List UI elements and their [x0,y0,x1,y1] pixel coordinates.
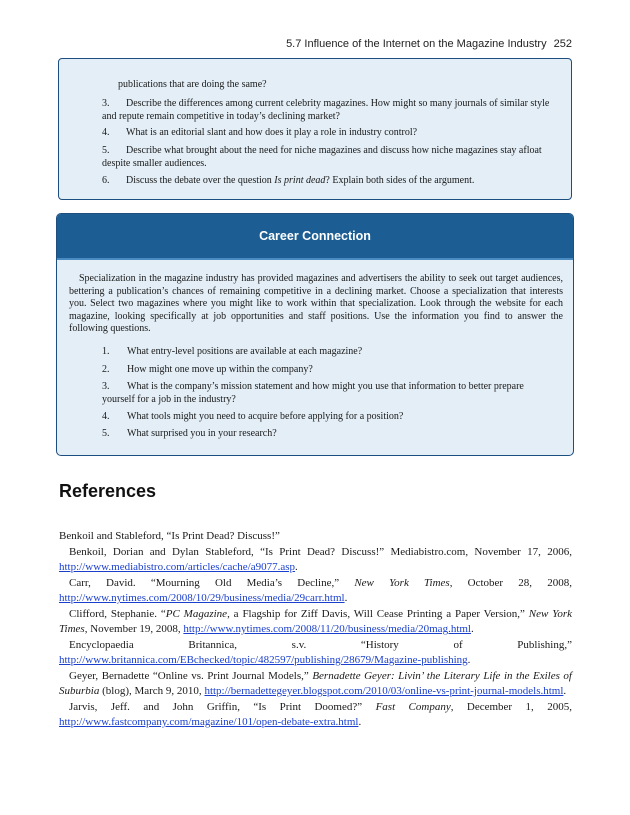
career-question: 4. What tools might you need to acquire before applying for a position? [102,411,404,422]
reference-link[interactable]: http://www.nytimes.com/2008/11/20/business/media/20mag.html [183,623,471,635]
page-number: 252 [553,38,572,50]
exercise-item: 3. Describe the differences among current celebrity magazines. How might so many journals of similar style and repute remain competitive in today’s declining market? [102,98,550,122]
career-intro: Specialization in the magazine industry has provided magazines and advertisers the ability to seek out target audiences, bettering a publication’s chances of remaining competitive in a declining market. Choose a specialization that interests you. Select two magazines where you might like to work within that specialization. Look through the website for each magazine, looking specifically at job opportunities and staff positions. Use the information you find to answer the following questions. [69,273,563,334]
career-connection-title: Career Connection [57,214,573,260]
references-list [59,529,572,731]
reference-link[interactable]: http://www.fastcompany.com/magazine/101/open-debate-extra.html [59,716,359,728]
reference-entry: Clifford, Stephanie. “PC Magazine, a Flagship for Ziff Davis, Will Cease Printing a Paper Version,” New York Times, November 19, 2008, http://www.nytimes.com/2008/11/20/business/media/20mag.html. [59,607,572,635]
career-connection-box [56,213,574,456]
career-question: 5. What surprised you in your research? [102,428,277,439]
reference-entry: Geyer, Bernadette “Online vs. Print Journal Models,” Bernadette Geyer: Livin’ the Literary Life in the Exiles of Suburbia (blog), March 9, 2010, http://bernadettegeyer.blogspot.com/2010/03/online-vs-print-journal-models.html. [59,669,572,697]
reference-entry: Benkoil and Stableford, “Is Print Dead? Discuss!” [59,530,280,542]
reference-link[interactable]: http://www.nytimes.com/2008/10/29/business/media/29carr.html [59,592,345,604]
reference-link[interactable]: http://www.mediabistro.com/articles/cache/a9077.asp [59,561,296,573]
section-title: 5.7 Influence of the Internet on the Magazine Industry [286,38,547,50]
reference-entry: Jarvis, Jeff. and John Griffin, “Is Print Doomed?” Fast Company, December 1, 2005, http://www.fastcompany.com/magazine/101/open-debate-extra.html. [59,700,572,728]
references-heading: References [59,481,157,501]
exercise-item: 4. What is an editorial slant and how does it play a role in industry control? [102,127,418,138]
reference-entry: Carr, David. “Mourning Old Media’s Decline,” New York Times, October 28, 2008, http://www.nytimes.com/2008/10/29/business/media/29carr.html. [59,576,572,604]
exercise-item: 6. Discuss the debate over the question Is print dead? Explain both sides of the argument. [102,175,475,186]
reference-entry: Encyclopaedia Britannica, s.v. “History of Publishing,” http://www.britannica.com/EBchecked/topic/482597/publishing/28679/Magazine-publishing. [59,638,572,666]
exercises-box [58,58,572,200]
running-head [282,38,572,50]
career-question: 2. How might one move up within the company? [102,364,313,375]
reference-link[interactable]: http://bernadettegeyer.blogspot.com/2010/03/online-vs-print-journal-models.html [204,685,564,697]
career-question: 1. What entry-level positions are available at each magazine? [102,346,363,357]
reference-link[interactable]: http://www.britannica.com/EBchecked/topic/482597/publishing/28679/Magazine-publishing [59,654,468,666]
reference-entry: Benkoil, Dorian and Dylan Stableford, “Is Print Dead? Discuss!” Mediabistro.com, November 17, 2006, http://www.mediabistro.com/articles/cache/a9077.asp. [59,545,572,573]
career-question: 3. What is the company’s mission statement and how might you use that information to better prepare yourself for a job in the industry? [102,381,524,405]
exercise-item: 5. Describe what brought about the need for niche magazines and discuss how niche magazines stay afloat despite smaller audiences. [102,145,542,169]
exercise-continuation: publications that are doing the same? [118,79,267,90]
